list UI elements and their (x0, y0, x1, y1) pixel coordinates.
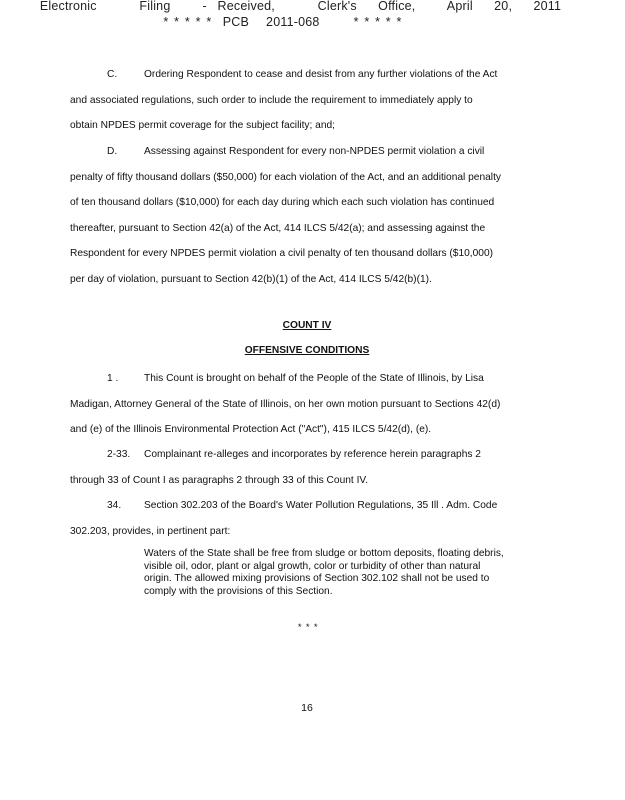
paragraph-line: 2-33. Complainant re-alleges and incorporates by reference herein paragraphs 2 (70, 442, 550, 468)
quote-line: origin. The allowed mixing provisions of Section 302.102 shall not be used to (144, 573, 490, 585)
quote-line: comply with the provisions of this Section. (144, 585, 333, 597)
paragraph-line: through 33 of Count I as paragraphs 2 through 33 of this Count IV. (70, 474, 369, 486)
paragraph-line: of ten thousand dollars ($10,000) for each day during which each such violation has continued (70, 197, 495, 209)
paragraph-1 (70, 366, 550, 443)
paragraph-line: penalty of fifty thousand dollars ($50,000) for each violation of the Act, and an additional penalty (70, 171, 501, 183)
case-number-header-line: * * * * * PCB 2011-068 * * * * * (163, 15, 402, 29)
paragraph-line: 34. Section 302.203 of the Board's Water Pollution Regulations, 35 Ill . Adm. Code (70, 493, 550, 519)
paragraph-line: 1 . This Count is brought on behalf of the People of the State of Illinois, by Lisa (70, 366, 550, 392)
paragraph-34 (70, 493, 550, 544)
page-number: 16 (301, 702, 313, 714)
count-heading: COUNT IV (282, 320, 332, 331)
paragraph-line: Respondent for every NPDES permit violation a civil penalty of ten thousand dollars ($10,000) (70, 248, 494, 260)
quote-line: Waters of the State shall be free from sludge or bottom deposits, floating debris, (144, 548, 504, 559)
paragraph-line: obtain NPDES permit coverage for the subject facility; and; (70, 120, 336, 132)
filing-header-line: Electronic Filing - Received, Clerk's Office, April 20, 2011 (39, 0, 562, 13)
omission-marker: * * * (298, 622, 319, 632)
paragraph-line: thereafter, pursuant to Section 42(a) of the Act, 414 ILCS 5/42(a); and assessing against the (70, 222, 486, 234)
paragraph-line: C. Ordering Respondent to cease and desist from any further violations of the Act (70, 62, 550, 88)
paragraph-label: 2-33. (107, 449, 131, 460)
paragraph-line: 302.203, provides, in pertinent part: (70, 525, 231, 537)
count-subheading: OFFENSIVE CONDITIONS (244, 345, 370, 356)
paragraph-label: 34. (107, 500, 122, 511)
paragraph-label: 1 . (107, 373, 119, 384)
quote-line: visible oil, odor, plant or algal growth, color or turbidity of other than natural (144, 560, 481, 572)
paragraph-line: Madigan, Attorney General of the State of Illinois, on her own motion pursuant to Sections 42(d) (70, 398, 501, 410)
paragraph-2-33 (70, 442, 550, 493)
regulation-quote (144, 548, 544, 598)
paragraph-line: and (e) of the Illinois Environmental Protection Act ("Act"), 415 ILCS 5/42(d), (e). (70, 424, 432, 436)
paragraph-line: and associated regulations, such order to include the requirement to immediately apply to (70, 94, 473, 106)
paragraph-d (70, 139, 550, 293)
paragraph-line: per day of violation, pursuant to Section 42(b)(1) of the Act, 414 ILCS 5/42(b)(1). (70, 273, 432, 285)
paragraph-label: D. (107, 146, 118, 157)
paragraph-line: D. Assessing against Respondent for every non-NPDES permit violation a civil (70, 139, 550, 165)
paragraph-c (70, 62, 550, 139)
paragraph-label: C. (107, 69, 118, 80)
